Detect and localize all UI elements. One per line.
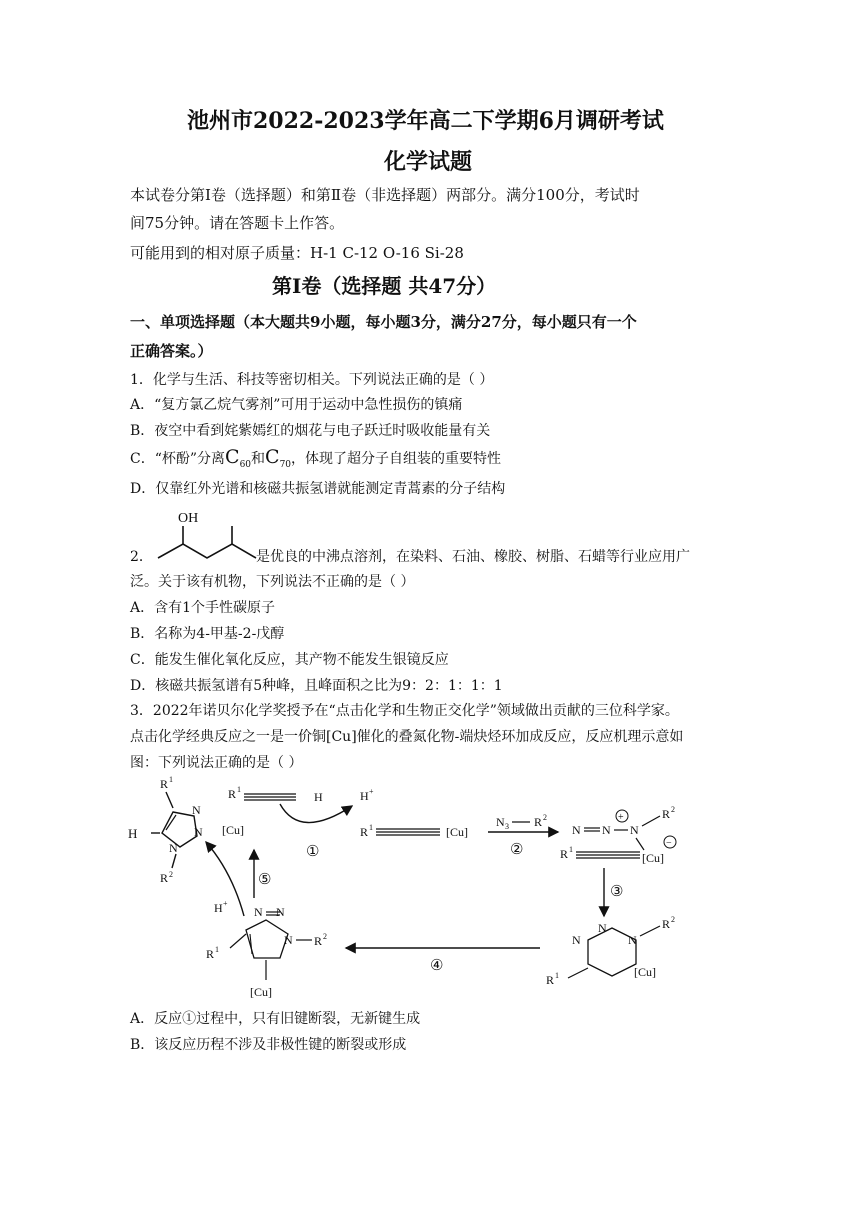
exam-title: 池州市2022-2023学年高二下学期6月调研考试 xyxy=(187,108,664,134)
svg-text:R: R xyxy=(662,917,671,931)
svg-text:N: N xyxy=(598,921,607,935)
question-2-number: 2． xyxy=(130,549,153,565)
copper-metallacycle xyxy=(546,915,675,987)
question-2-stem: 是优良的中沸点溶剂，在染料、石油、橡胶、树脂、石蜡等行业应用广 xyxy=(256,549,690,565)
svg-text:R: R xyxy=(546,973,555,987)
svg-text:R: R xyxy=(360,825,369,839)
step-5-label: ⑤ xyxy=(258,872,272,888)
svg-text:N: N xyxy=(572,823,581,837)
svg-text:R: R xyxy=(206,947,215,961)
svg-text:N: N xyxy=(254,905,263,919)
svg-text:[Cu]: [Cu] xyxy=(634,965,656,979)
question-3-option-a: A．反应①过程中，只有旧键断裂，无新键生成 xyxy=(130,1011,421,1027)
svg-text:R: R xyxy=(160,871,169,885)
azide-reagent: N xyxy=(496,815,505,829)
azide-copper-complex xyxy=(560,805,676,865)
question-2-option-d: D．核磁共振氢谱有5种峰，且峰面积之比为9：2：1：1：1 xyxy=(130,678,503,694)
question-1-option-c: C．“杯酚”分离$C_{60}$和$C_{70}$，体现了超分子自组装的重要特性 xyxy=(130,446,502,470)
svg-text:+: + xyxy=(618,812,624,823)
svg-text:−: − xyxy=(666,838,672,849)
intro-line-1: 本试卷分第Ⅰ卷（选择题）和第Ⅱ卷（非选择题）两部分。满分100分，考试时 xyxy=(130,186,640,204)
question-3-line-2: 点击化学经典反应之一是一价铜[Cu]催化的叠氮化物-端炔烃环加成反应，反应机理示意如 xyxy=(130,729,684,745)
svg-text:R: R xyxy=(160,777,169,791)
question-2-option-c: C．能发生催化氧化反应，其产物不能发生银镜反应 xyxy=(130,652,449,668)
svg-text:N: N xyxy=(628,933,637,947)
copper-acetylide xyxy=(360,823,468,839)
svg-text:1: 1 xyxy=(555,971,559,980)
hydroxyl-label: OH xyxy=(178,511,199,526)
question-1-option-d: D．仅靠红外光谱和核磁共振氢谱就能测定青蒿素的分子结构 xyxy=(130,481,506,497)
svg-text:1: 1 xyxy=(215,945,219,954)
4-methyl-2-pentanol-structure xyxy=(150,500,260,562)
question-2-stem-line-2: 泛。关于该有机物，下列说法不正确的是（ ） xyxy=(130,574,415,590)
question-2-option-b: B．名称为4-甲基-2-戊醇 xyxy=(130,626,285,642)
reaction-mechanism-diagram xyxy=(118,768,758,1000)
section-heading-line-2: 正确答案。） xyxy=(130,342,213,360)
svg-text:+: + xyxy=(369,787,374,796)
svg-text:N: N xyxy=(572,933,581,947)
svg-text:R: R xyxy=(228,787,237,801)
svg-text:2: 2 xyxy=(543,813,547,822)
svg-text:[Cu]: [Cu] xyxy=(250,985,272,999)
svg-text:2: 2 xyxy=(323,932,327,941)
svg-text:N: N xyxy=(284,933,293,947)
step-3-label: ③ xyxy=(610,884,624,900)
step-1-label: ① xyxy=(306,844,320,860)
question-3-line-3: 图：下列说法正确的是（ ） xyxy=(130,755,303,771)
svg-text:+: + xyxy=(223,899,228,908)
svg-text:N: N xyxy=(602,823,611,837)
question-3-line-1: 3．2022年诺贝尔化学奖授予在“点击化学和生物正交化学”领域做出贡献的三位科学家。 xyxy=(130,703,679,719)
cu-catalyst-label: [Cu] xyxy=(222,823,244,837)
part-heading: 第Ⅰ卷（选择题 共47分） xyxy=(272,274,497,298)
svg-text:1: 1 xyxy=(237,785,241,794)
step-2-label: ② xyxy=(510,842,524,858)
intro-line-2: 间75分钟。请在答题卡上作答。 xyxy=(130,214,345,232)
svg-text:[Cu]: [Cu] xyxy=(642,851,664,865)
product-triazole xyxy=(128,775,203,885)
question-3-option-b: B．该反应历程不涉及非极性键的断裂或形成 xyxy=(130,1037,407,1053)
svg-text:N: N xyxy=(192,803,201,817)
svg-text:1: 1 xyxy=(569,845,573,854)
question-1-option-b: B．夜空中看到姹紫嫣红的烟花与电子跃迁时吸收能量有关 xyxy=(130,423,491,439)
svg-text:1: 1 xyxy=(169,775,173,784)
svg-text:2: 2 xyxy=(169,870,173,879)
svg-text:[Cu]: [Cu] xyxy=(446,825,468,839)
question-1-option-a: A．“复方氯乙烷气雾剂”可用于运动中急性损伤的镇痛 xyxy=(130,397,463,413)
atomic-mass-line: 可能用到的相对原子质量：H-1 C-12 O-16 Si-28 xyxy=(130,244,464,262)
svg-text:1: 1 xyxy=(369,823,373,832)
svg-text:N: N xyxy=(276,905,285,919)
svg-text:R: R xyxy=(662,807,671,821)
terminal-alkyne xyxy=(228,785,323,804)
svg-text:R: R xyxy=(560,847,569,861)
question-2-option-a: A．含有1个手性碳原子 xyxy=(130,600,276,616)
svg-text:N: N xyxy=(169,841,178,855)
question-1-stem: 1．化学与生活、科技等密切相关。下列说法正确的是（ ） xyxy=(130,372,494,388)
svg-text:2: 2 xyxy=(671,805,675,814)
svg-text:R: R xyxy=(534,815,543,829)
paper-subtitle: 化学试题 xyxy=(384,149,473,175)
svg-text:H: H xyxy=(128,826,138,841)
section-heading-line-1: 一、单项选择题（本大题共9小题，每小题3分，满分27分，每小题只有一个 xyxy=(130,313,637,331)
svg-text:H: H xyxy=(314,790,323,804)
svg-text:2: 2 xyxy=(671,915,675,924)
svg-text:R: R xyxy=(314,934,323,948)
copper-triazolide xyxy=(206,905,327,999)
released-proton: H xyxy=(360,789,369,803)
svg-text:N: N xyxy=(630,823,639,837)
svg-text:3: 3 xyxy=(505,822,509,831)
svg-text:N: N xyxy=(194,825,203,839)
added-proton: H xyxy=(214,901,223,915)
step-4-label: ④ xyxy=(430,958,444,974)
